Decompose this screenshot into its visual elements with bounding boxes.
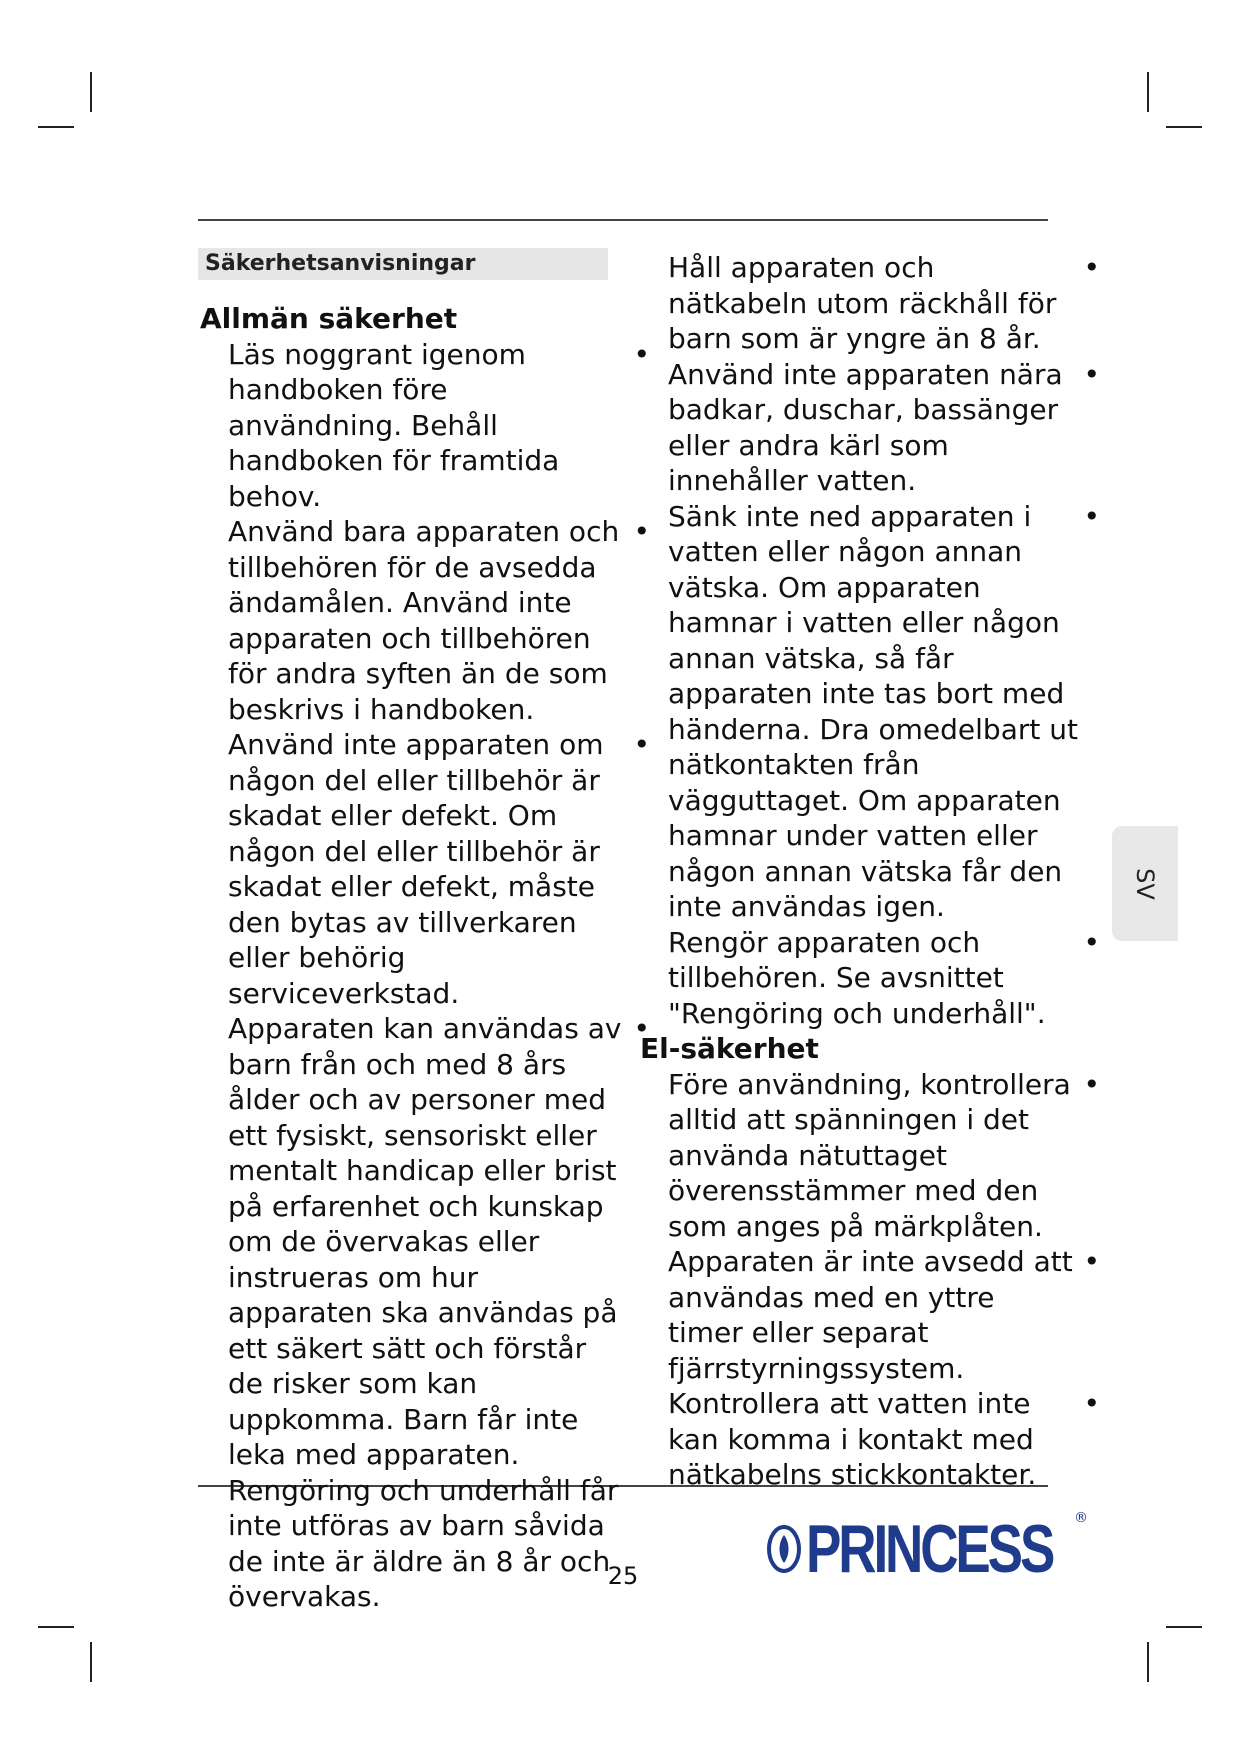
bullet: • xyxy=(633,337,650,371)
list-item: Rengör apparaten och tillbehören. Se avsnittet "Rengöring och underhåll". • xyxy=(668,925,1100,1030)
crop-mark xyxy=(1166,126,1202,128)
bullet: • xyxy=(633,515,650,548)
list-item: Använd inte apparaten om någon del eller tillbehör är skadat eller defekt. Om någon del eller tillbehör är skadat eller defekt, måste den bytas av tillverkaren eller behörig serviceverkstad. • xyxy=(228,728,650,1010)
registered-mark: ® xyxy=(1074,1510,1088,1526)
bullet: • xyxy=(1083,1067,1100,1101)
bullet: • xyxy=(1083,1245,1100,1278)
right-column xyxy=(640,250,1100,1493)
bullet: • xyxy=(1083,925,1100,959)
bullet: • xyxy=(633,728,650,761)
page-number: 25 xyxy=(607,1562,639,1590)
list-item: Håll apparaten och nätkabeln utom räckhåll för barn som är yngre än 8 år. • xyxy=(668,251,1100,355)
list-item: Apparaten är inte avsedd att användas med en yttre timer eller separat fjärrstyrningssystem. • xyxy=(668,1245,1100,1385)
list-item: Före användning, kontrollera alltid att spänningen i det använda nätuttaget överensstämmer med den som anges på märkplåten. • xyxy=(668,1067,1100,1243)
bullet: • xyxy=(1083,251,1100,284)
section-label: Säkerhetsanvisningar xyxy=(198,248,608,280)
language-code: SV xyxy=(1131,867,1159,900)
crop-mark xyxy=(90,1642,92,1682)
crop-mark xyxy=(1147,1642,1149,1682)
list-item: Kontrollera att vatten inte kan komma i kontakt med nätkabelns stickkontakter. • xyxy=(668,1387,1100,1491)
crop-mark xyxy=(1147,72,1149,112)
logo-text: PRINCESS xyxy=(806,1511,1053,1587)
list-item: Läs noggrant igenom handboken före användning. Behåll handboken för framtida behov. • xyxy=(228,337,650,513)
general-safety-heading: Allmän säkerhet xyxy=(200,302,458,335)
list-item: Apparaten kan användas av barn från och med 8 års ålder och av personer med ett fysiskt, sensoriskt eller mentalt handicap eller brist på erfarenhet och kunskap om de övervakas eller instrueras om hur apparaten ska användas på ett säkert sätt och förstår de risker som kan uppkomma. Barn får inte leka med apparaten. Rengöring och underhåll får inte utföras av barn såvida de inte är äldre än 8 år och övervakas. • xyxy=(228,1012,650,1613)
language-tab xyxy=(1112,826,1178,941)
list-item: Använd bara apparaten och tillbehören för de avsedda ändamålen. Använd inte apparaten och tillbehören för andra syften än de som beskrivs i handboken. • xyxy=(228,515,650,726)
list-item: Använd inte apparaten nära badkar, duschar, bassänger eller andra kärl som innehåller vatten. • xyxy=(668,357,1100,497)
electrical-safety-heading: El-säkerhet xyxy=(640,1032,819,1065)
crop-mark xyxy=(38,126,74,128)
top-rule xyxy=(198,219,1048,221)
crop-mark xyxy=(90,72,92,112)
bullet: • xyxy=(1083,357,1100,391)
bullet: • xyxy=(633,1012,650,1045)
list-item: Sänk inte ned apparaten i vatten eller någon annan vätska. Om apparaten hamnar i vatten eller någon annan vätska, så får apparaten inte tas bort med händerna. Dra omedelbart ut nätkontakten från vägguttaget. Om apparaten hamnar under vatten eller någon annan vätska får den inte användas igen. • xyxy=(668,499,1100,923)
bullet: • xyxy=(1083,499,1100,533)
princess-logo xyxy=(766,1510,1122,1587)
left-column xyxy=(200,301,650,1615)
crop-mark xyxy=(38,1626,74,1628)
princess-emblem-icon xyxy=(766,1523,802,1575)
crop-mark xyxy=(1166,1626,1202,1628)
bullet: • xyxy=(1083,1387,1100,1420)
